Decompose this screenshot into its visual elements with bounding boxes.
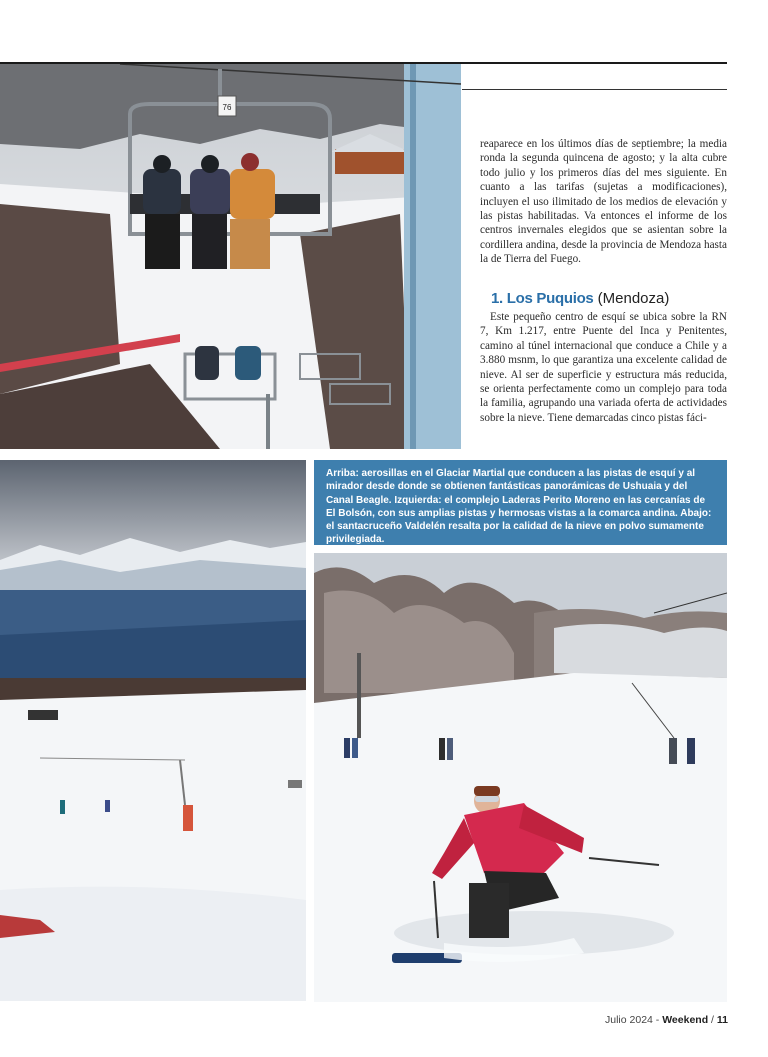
intro-text: reaparece en los últimos días de septiembre; la media ronda la segunda quincena de agosto; y la alta cubre todo julio y los primeros días del mes siguiente. En cuanto a las tarifas (sujetas a modificaciones), incluyen el uso ilimitado de los medios de elevación y las pistas habilitadas. Va entonces el informe de los centros invernales elegidos que se asientan sobre la cordillera andina, desde la provincia de Mendoza hasta la de Tierra del Fuego. xyxy=(480,138,727,266)
magazine-name: Weekend xyxy=(662,1014,709,1026)
chairlift-photo xyxy=(0,64,461,449)
perito-moreno-photo xyxy=(0,460,306,1001)
chair-sign-number: 76 xyxy=(222,103,232,112)
page-footer xyxy=(605,1014,728,1026)
photo-caption: Arriba: aerosillas en el Glaciar Martial que conducen a las pistas de esquí y al mirador desde donde se obtienen fantásticas panorámicas de Ushuaia y del Canal Beagle. Izquierda: el complejo Laderas Perito Moreno en las cercanías de El Bolsón, con sus amplias pistas y hermosas vistas a la comarca andina. Abajo: el santacruceño Valdelén resalta por la calidad de la nieve en polvo sumamente privilegiada. xyxy=(314,460,727,545)
valdelen-skier-photo xyxy=(314,553,727,1002)
section-title: 1. Los Puquios xyxy=(491,290,594,307)
issue-date: Julio 2024 - xyxy=(605,1014,663,1026)
article-intro-paragraph xyxy=(480,137,727,267)
page-number: 11 xyxy=(716,1014,728,1026)
footer-separator: / xyxy=(708,1014,717,1026)
column-rule xyxy=(462,89,727,90)
section-heading xyxy=(491,289,727,309)
section-paragraph: Este pequeño centro de esquí se ubica sobre la RN 7, Km 1.217, entre Puente del Inca y Penitentes, camino al túnel internacional que conduce a Chile y a 3.880 msnm, lo que garantiza una excelente calidad de nieve. Al ser de superficie y estructura más reducida, se orienta perfectamente como un complejo para toda la familia, agrupando una variada oferta de actividades sobre la nieve. Tiene demarcadas cinco pistas fáci- xyxy=(480,311,727,424)
section-region: (Mendoza) xyxy=(593,290,670,307)
